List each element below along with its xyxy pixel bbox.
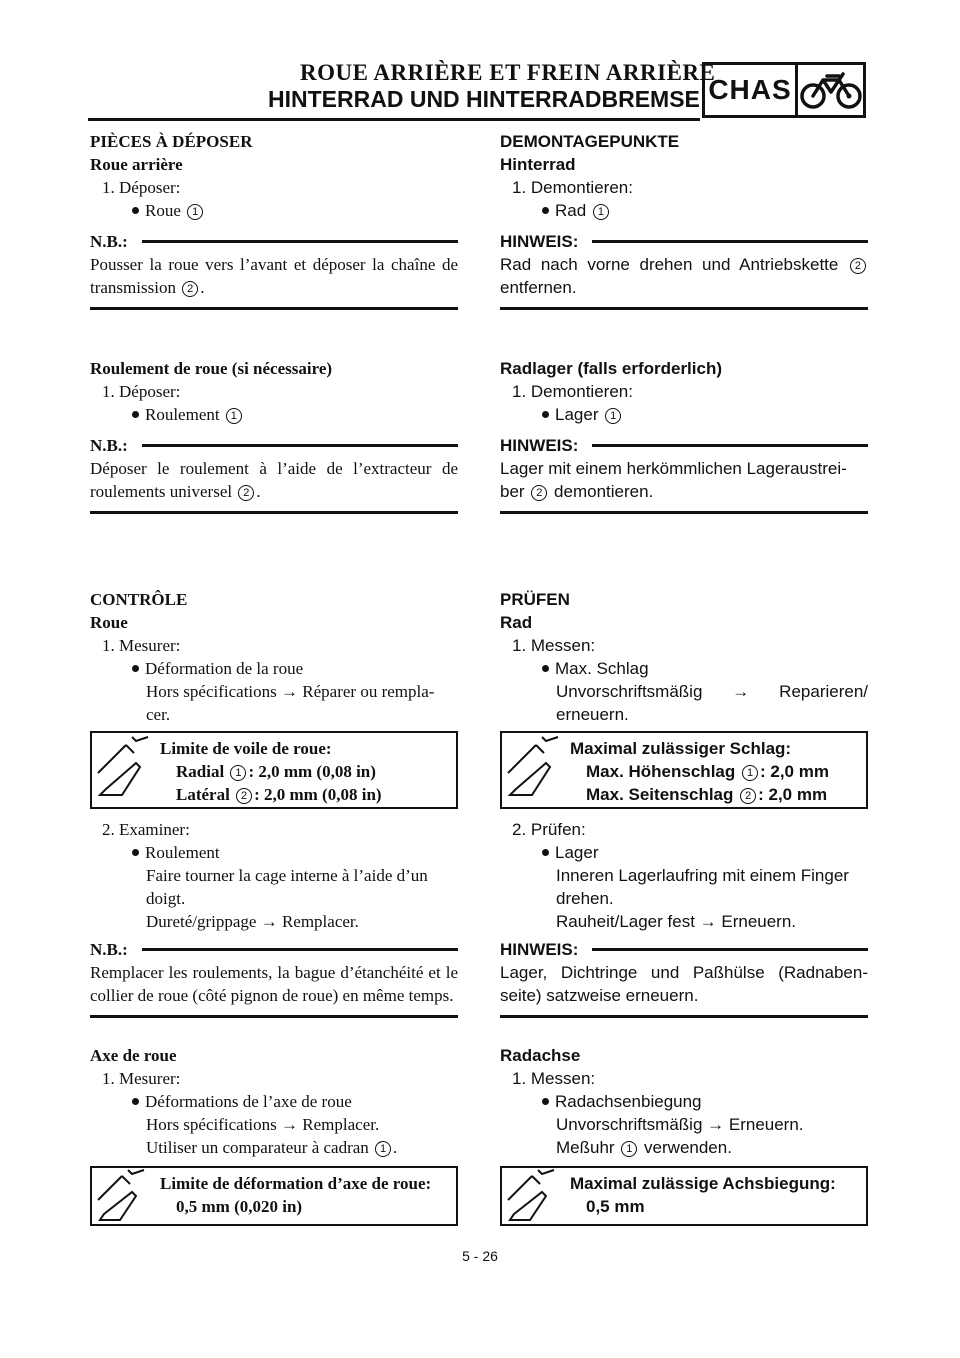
spec-title: Limite de voile de roue: xyxy=(160,739,332,758)
note-label: N.B.: xyxy=(90,436,128,455)
instruction-text: Faire tourner la cage interne à l’aide d’un xyxy=(146,866,428,885)
spec-title: Limite de déformation d’axe de roue: xyxy=(160,1174,432,1193)
callout-number: 1 xyxy=(187,204,203,220)
page-title-de: HINTERRAD UND HINTERRADBREMSE xyxy=(268,86,700,112)
subsection-title: Axe de roue xyxy=(90,1046,177,1065)
bullet-icon xyxy=(542,849,549,856)
spec-title: Maximal zulässiger Schlag: xyxy=(570,739,792,758)
list-item: Max. Schlag xyxy=(500,657,868,680)
instruction-text: Unvorschriftsmäßig → Erneuern. xyxy=(556,1115,804,1134)
instruction-text: Meßuhr 1 verwenden. xyxy=(556,1138,732,1157)
subsection-title: Radachse xyxy=(500,1046,581,1065)
list-item: Radachsenbiegung xyxy=(500,1090,868,1113)
instruction-text: Utiliser un comparateur à cadran 1 . xyxy=(146,1138,398,1157)
list-item: Rad 1 xyxy=(500,199,868,222)
step: 1. Demontieren: xyxy=(512,178,633,197)
step: 1. Demontieren: xyxy=(512,382,633,401)
bullet-icon xyxy=(132,207,139,214)
note-text: Lager, Dichtringe und Paßhülse (Radnaben-seite) satzweise erneuern. xyxy=(500,963,868,1005)
note-label: HINWEIS: xyxy=(500,436,579,455)
instruction-text: Hors spécifications → Remplacer. xyxy=(146,1115,380,1134)
wrench-icon xyxy=(502,733,566,807)
note-text: Déposer le roulement à l’aide de l’extracteur de roulements universel xyxy=(90,459,458,501)
subsection-title: Roulement de roue (si nécessaire) xyxy=(90,359,333,378)
callout-number: 2 xyxy=(236,788,252,804)
note-box xyxy=(90,938,458,1018)
callout-number: 1 xyxy=(621,1141,637,1157)
list-item: Lager 1 xyxy=(500,403,868,426)
motorcycle-icon xyxy=(798,65,863,115)
section-title: CONTRÔLE xyxy=(90,590,188,609)
bullet-icon xyxy=(132,665,139,672)
callout-number: 1 xyxy=(375,1141,391,1157)
note-box xyxy=(500,938,868,1018)
callout-number: 1 xyxy=(605,408,621,424)
list-item: Déformation de la roue xyxy=(90,657,458,680)
instruction-text: Rauheit/Lager fest → Erneuern. xyxy=(556,912,797,931)
step: 1. Déposer: xyxy=(102,382,181,401)
page-title-fr: ROUE ARRIÈRE ET FREIN ARRIÈRE xyxy=(300,60,716,85)
instruction-text: Unvorschriftsmäßig → Reparieren/ xyxy=(556,682,868,701)
spec-line: Latéral 2 : 2,0 mm (0,08 in) xyxy=(176,785,382,804)
section-badge xyxy=(702,62,866,118)
spec-line: Max. Höhenschlag 1 : 2,0 mm xyxy=(586,762,829,781)
callout-number: 2 xyxy=(740,788,756,804)
note-label: N.B.: xyxy=(90,232,128,251)
instruction-text: drehen. xyxy=(556,889,614,908)
list-item: Lager xyxy=(500,841,868,864)
bullet-icon xyxy=(542,411,549,418)
note-label: HINWEIS: xyxy=(500,940,579,959)
instruction-text: Inneren Lagerlaufring mit einem Finger xyxy=(556,866,849,885)
header-rule xyxy=(88,118,700,121)
subsection-title: Roue arrière xyxy=(90,155,183,174)
subsection-title: Radlager (falls erforderlich) xyxy=(500,359,723,378)
page-number: 5 - 26 xyxy=(462,1248,498,1264)
note-text: Lager mit einem herkömmlichen Lageraustrei- xyxy=(500,459,847,478)
callout-number: 2 xyxy=(238,485,254,501)
bullet-icon xyxy=(542,207,549,214)
instruction-text: cer. xyxy=(146,705,171,724)
spec-box xyxy=(500,731,868,809)
callout-number: 1 xyxy=(226,408,242,424)
spec-line: 0,5 mm xyxy=(586,1197,645,1216)
note-label: N.B.: xyxy=(90,940,128,959)
note-box: HINWEIS: Lager mit einem herkömmlichen Lageraustrei- ber 2 demontieren. xyxy=(500,434,868,514)
callout-number: 2 xyxy=(182,281,198,297)
spec-line: 0,5 mm (0,020 in) xyxy=(176,1197,303,1216)
note-text: Rad nach vorne drehen und Antriebskette xyxy=(500,255,839,274)
subsection-title: Hinterrad xyxy=(500,155,576,174)
step: 2. Examiner: xyxy=(102,820,190,839)
note-box: N.B.: Pousser la roue vers l’avant et déposer la chaîne de transmission 2 . xyxy=(90,230,458,310)
wrench-icon xyxy=(92,1168,156,1224)
spec-box xyxy=(90,1166,458,1226)
spec-box xyxy=(500,1166,868,1226)
spec-line: Radial 1 : 2,0 mm (0,08 in) xyxy=(176,762,376,781)
instruction-text: Dureté/grippage → Remplacer. xyxy=(146,912,359,931)
step: 1. Mesurer: xyxy=(102,1069,181,1088)
instruction-text: doigt. xyxy=(146,889,186,908)
section-title: PRÜFEN xyxy=(500,590,570,609)
step: 1. Mesurer: xyxy=(102,636,181,655)
callout-number: 1 xyxy=(742,765,758,781)
list-item: Roue 1 xyxy=(90,199,458,222)
bullet-icon xyxy=(132,1098,139,1105)
section-title: PIÈCES À DÉPOSER xyxy=(90,132,253,151)
spec-title: Maximal zulässige Achsbiegung: xyxy=(570,1174,836,1193)
instruction-text: Hors spécifications → Réparer ou rempla- xyxy=(146,682,435,701)
badge-label: CHAS xyxy=(705,65,798,115)
wrench-icon xyxy=(92,733,156,807)
step: 1. Messen: xyxy=(512,636,596,655)
step: 1. Déposer: xyxy=(102,178,181,197)
section-title: DEMONTAGEPUNKTE xyxy=(500,132,680,151)
subsection-title: Roue xyxy=(90,613,128,632)
callout-number: 1 xyxy=(230,765,246,781)
bullet-icon xyxy=(132,849,139,856)
bullet-icon xyxy=(132,411,139,418)
spec-line: Max. Seitenschlag 2 : 2,0 mm xyxy=(586,785,828,804)
bullet-icon xyxy=(542,665,549,672)
spec-box xyxy=(90,731,458,809)
step: 1. Messen: xyxy=(512,1069,596,1088)
note-text: Pousser la roue vers l’avant et déposer la chaîne de transmission xyxy=(90,255,458,297)
subsection-title: Rad xyxy=(500,613,533,632)
callout-number: 1 xyxy=(593,204,609,220)
list-item: Roulement 1 xyxy=(90,403,458,426)
note-label: HINWEIS: xyxy=(500,232,579,251)
list-item: Déformations de l’axe de roue xyxy=(90,1090,458,1113)
wrench-icon xyxy=(502,1168,566,1224)
callout-number: 2 xyxy=(531,485,547,501)
note-box: N.B.: Déposer le roulement à l’aide de l’extracteur de roulements universel 2 . xyxy=(90,434,458,514)
bullet-icon xyxy=(542,1098,549,1105)
note-text: Remplacer les roulements, la bague d’étanchéité et le collier de roue (côté pignon de roue) en même temps. xyxy=(90,963,458,1005)
list-item: Roulement xyxy=(90,841,458,864)
callout-number: 2 xyxy=(850,258,866,274)
note-box: HINWEIS: Rad nach vorne drehen und Antriebskette 2 entfernen. xyxy=(500,230,868,310)
instruction-text: erneuern. xyxy=(556,705,629,724)
step: 2. Prüfen: xyxy=(512,820,586,839)
